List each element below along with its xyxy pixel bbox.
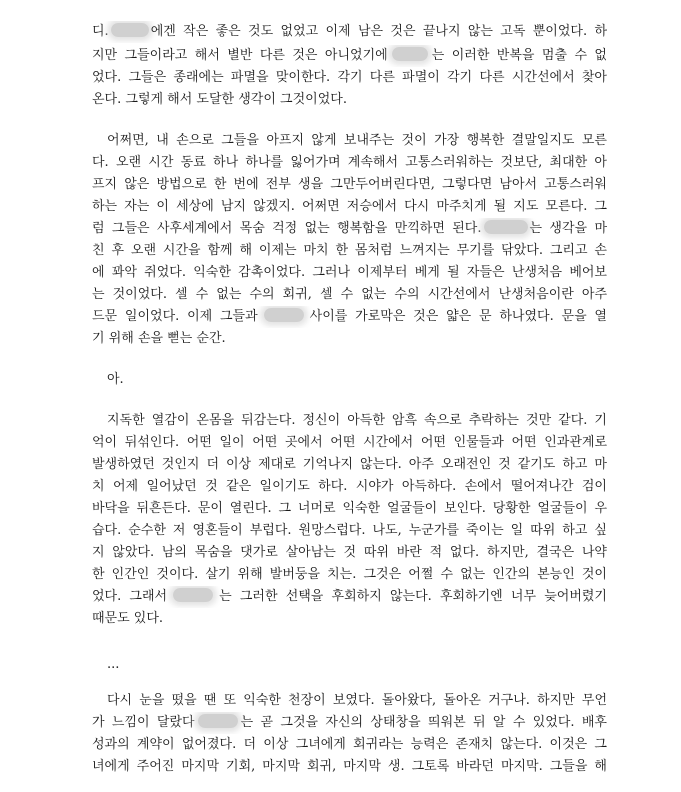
- text-fragment: 는 이러한 반복을 멈출 수 없: [431, 48, 607, 63]
- text-line: 발생하였던 것인지 더 이상 제대로 기억나지 않는다. 아주 오래전인 것 같기도 하고 마: [92, 457, 607, 472]
- text-line: 녀에게 주어진 마지막 기회, 마지막 회귀, 마지막 생. 그토록 바라던 마지막. 그들을 해: [92, 759, 607, 774]
- text-line: 억이 뒤섞인다. 어떤 일이 어떤 곳에서 어떤 시간에서 어떤 인물들과 어떤 인과관계로: [92, 435, 607, 450]
- text-fragment: 가 느낌이 달랐다: [92, 715, 195, 730]
- text-line: 온다. 그렇게 해서 도달한 생각이 그것이었다.: [92, 92, 347, 107]
- text-line: 치 어제 일어났던 것 같은 일이기도 하다. 시야가 아득하다. 손에서 떨어져나간 검이: [92, 479, 607, 494]
- text-line: [92, 21, 607, 43]
- text-fragment: 는 곧 그것을 자신의 상태창을 띄워본 뒤 알 수 있었다. 배후: [240, 715, 607, 730]
- text-line: 다시 눈을 떴을 땐 또 익숙한 천장이 보였다. 돌아왔다, 돌아온 거구나. 하지만 무언: [107, 693, 607, 708]
- redacted-name: [484, 220, 528, 234]
- text-line: 었다. 그들은 종래에는 파멸을 맞이한다. 각기 다른 파멸이 각기 다른 시간선에서 찾아: [92, 70, 607, 85]
- text-fragment: 는 그러한 선택을 후회하지 않는다. 후회하기엔 너무 늦어버렸기: [219, 589, 607, 604]
- redacted-name: [111, 23, 149, 37]
- text-fragment: 지만 그들이라고 해서 별반 다른 것은 아니었기에: [92, 48, 388, 63]
- text-line: 친 후 오랜 시간을 함께 해 이제는 마치 한 몸처럼 느껴지는 무기를 닦았다. 그리고 손: [92, 243, 607, 258]
- redacted-name: [198, 714, 238, 728]
- text-line: 는 것이었다. 셀 수 없는 수의 회귀, 셀 수 없는 수의 시간선에서 난생처음이란 아주: [92, 287, 607, 302]
- text-line: 에 꽈악 쥐었다. 익숙한 감촉이었다. 그러나 이제부터 베게 될 자들은 난생처음 베어보: [92, 265, 607, 280]
- text-line: 습다. 순수한 저 영혼들이 부럽다. 원망스럽다. 나도, 누군가를 죽이는 일 따위 하고 싶: [92, 523, 607, 538]
- interjection: 아.: [107, 372, 124, 387]
- text-line: 지독한 열감이 온몸을 뒤감는다. 정신이 아득한 암흑 속으로 추락하는 것만 같다. 기: [107, 413, 607, 428]
- text-line: [92, 306, 607, 328]
- text-line: [92, 712, 607, 734]
- text-fragment: 는 생각을 마: [529, 221, 607, 236]
- text-line: [92, 218, 607, 240]
- text-line: 다. 오랜 시간 동료 하나 하나를 잃어가며 계속해서 고통스러워하는 것보단, 최대한 아: [92, 155, 607, 170]
- section-break-ellipsis: ...: [107, 657, 120, 672]
- text-line: 프지 않은 방법으로 한 번에 전부 생을 그만두어버린다면, 그렇다면 남아서 고통스러워: [92, 177, 607, 192]
- text-line: 성과의 계약이 없어졌다. 더 이상 그녀에게 회귀라는 능력은 존재치 않는다. 이것은 그: [92, 737, 607, 752]
- redacted-name: [392, 47, 428, 61]
- text-line: 어쩌면, 내 손으로 그들을 아프지 않게 보내주는 것이 가장 행복한 결말일지도 모른: [107, 133, 607, 148]
- redacted-name: [173, 588, 213, 602]
- text-fragment: 사이를 가로막은 것은 얇은 문 하나였다. 문을 열: [309, 309, 607, 324]
- text-line: 바닥을 뒤흔든다. 문이 열린다. 그 너머로 익숙한 얼굴들이 보인다. 당황한 얼굴들이 우: [92, 501, 607, 516]
- text-line: 하는 자는 이 세상에 남지 않겠지. 어쩌면 저승에서 다시 마주치게 될 지도 모른다. 그: [92, 199, 607, 214]
- text-line: [92, 45, 607, 67]
- text-fragment: 에겐 작은 좋은 것도 없었고 이제 남은 것은 끝나지 않는 고독 뿐이었다. 하: [150, 24, 607, 39]
- text-fragment: 럼 그들은 사후세계에서 목숨 걱정 없는 행복함을 만끽하면 된다.: [92, 221, 482, 236]
- text-line: 기 위해 손을 뻗는 순간.: [92, 331, 226, 346]
- text-line: [92, 586, 607, 608]
- text-fragment: 디.: [92, 24, 109, 39]
- redacted-name: [264, 308, 304, 322]
- text-line: 때문도 있다.: [92, 611, 164, 626]
- text-fragment: 었다. 그래서: [92, 589, 168, 604]
- text-fragment: 드문 일이었다. 이제 그들과: [92, 309, 258, 324]
- text-line: 지 않았다. 남의 목숨을 댓가로 살아남는 것 따위 바란 적 없다. 하지만, 결국은 나약: [92, 545, 607, 560]
- text-line: 한 인간인 것이다. 살기 위해 발버둥을 치는. 그것은 어쩔 수 없는 인간의 본능인 것이: [92, 567, 607, 582]
